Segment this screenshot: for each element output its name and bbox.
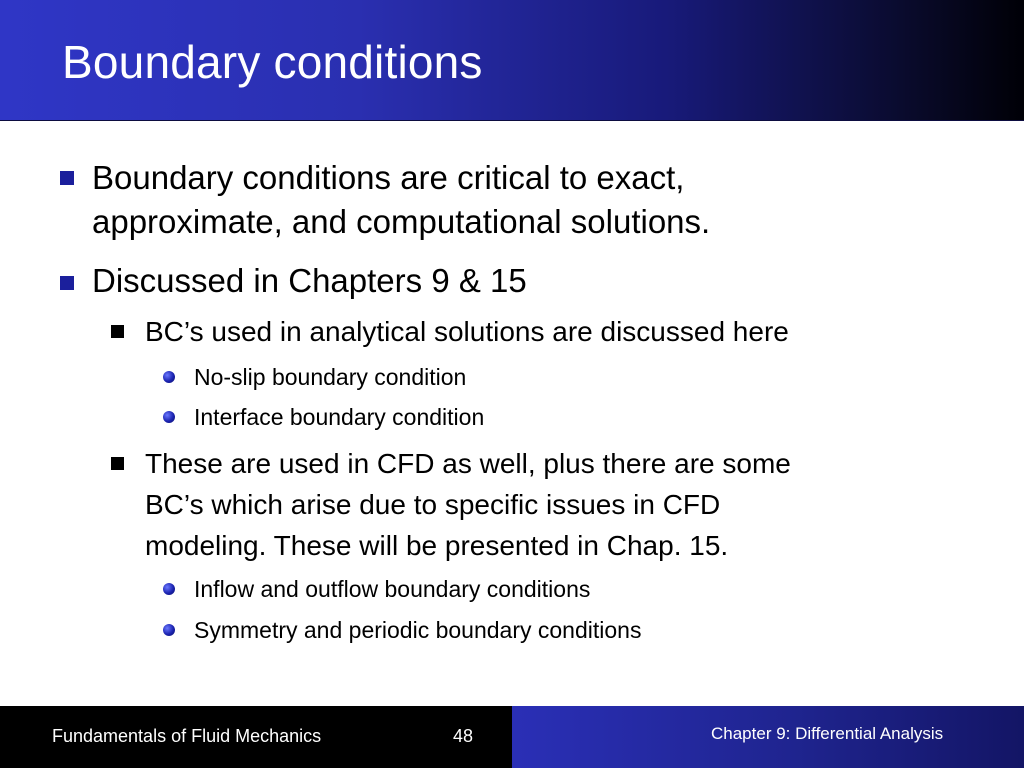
sub-sub-bullet-text: Inflow and outflow boundary conditions <box>194 576 591 602</box>
round-bullet-icon <box>163 411 175 423</box>
square-bullet-icon <box>111 325 124 338</box>
square-bullet-icon <box>60 276 74 290</box>
sub-sub-bullet-text: No-slip boundary condition <box>194 364 467 390</box>
footer-course-title: Fundamentals of Fluid Mechanics <box>52 726 322 746</box>
bullet-text: Discussed in Chapters 9 & 15 <box>92 262 527 299</box>
sub-bullet-text-continuation: BC’s which arise due to specific issues in CFD <box>145 489 721 520</box>
sub-bullet-text: These are used in CFD as well, plus there are some <box>145 448 791 479</box>
round-bullet-icon <box>163 583 175 595</box>
square-bullet-icon <box>60 171 74 185</box>
bullet-text-continuation: approximate, and computational solutions. <box>92 203 711 240</box>
footer-page-number: 48 <box>453 726 474 746</box>
square-bullet-icon <box>111 457 124 470</box>
sub-bullet-text: BC’s used in analytical solutions are discussed here <box>145 316 789 347</box>
slide-title: Boundary conditions <box>62 36 483 88</box>
round-bullet-icon <box>163 624 175 636</box>
title-bar <box>0 0 1024 121</box>
sub-bullet-text-continuation: modeling. These will be presented in Chap. 15. <box>145 530 729 561</box>
bullet-text: Boundary conditions are critical to exact, <box>92 159 685 196</box>
footer-left <box>0 706 512 768</box>
sub-sub-bullet-text: Interface boundary condition <box>194 404 485 430</box>
footer-chapter-title: Chapter 9: Differential Analysis <box>711 724 944 743</box>
footer-right <box>512 706 1024 768</box>
slide-content <box>0 120 1024 706</box>
round-bullet-icon <box>163 371 175 383</box>
sub-sub-bullet-text: Symmetry and periodic boundary conditions <box>194 617 642 643</box>
